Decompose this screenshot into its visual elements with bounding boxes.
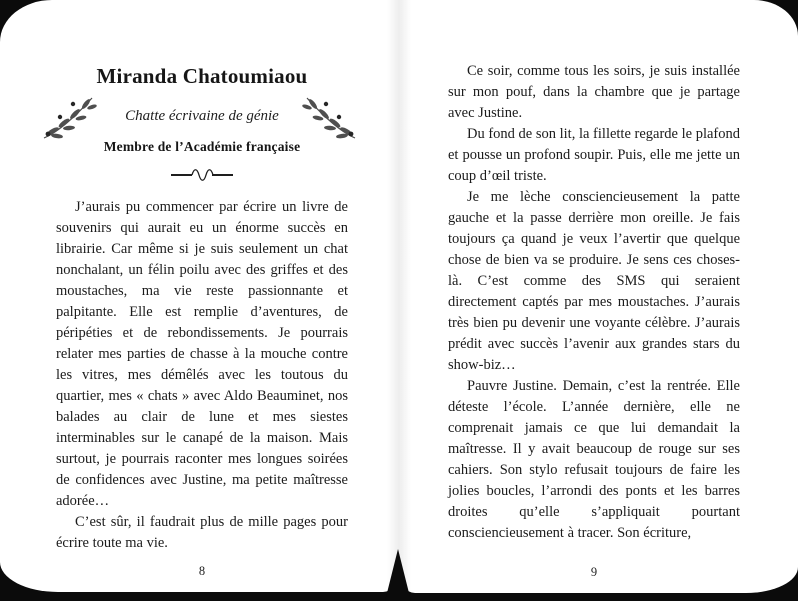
- page-number-left: 8: [198, 564, 206, 578]
- right-body-text: [448, 61, 740, 544]
- body-paragraph: Du fond de son lit, la fillette regarde le plafond et pousse un profond soupir. Puis, elle me jette un coup d’œil triste.: [448, 126, 740, 184]
- squiggle-divider-icon: [56, 168, 348, 187]
- body-paragraph: J’aurais pu commencer par écrire un livre de souvenirs qui aurait eu un énorme succès en librairie. Car même si je suis seulement un chat nonchalant, un félin poilu avec des griffes et des moustaches, ma vie reste passionnante et palpitante. Elle est remplie d’aventures, de péripéties et de rebondissements. Je pourrais relater mes parties de chasse à la mouche contre les vitres, mes démêlés avec les toutous du quartier, mes « chats » avec Aldo Beauminet, nos balades au clair de lune et mes siestes interminables sur le canapé de la maison. Mais surtout, je pourrais raconter mes longues soirées de confidences avec Justine, ma petite maîtresse adorée…: [56, 199, 348, 509]
- body-paragraph: Ce soir, comme tous les soirs, je suis installée sur mon pouf, dans la chambre que je partage avec Justine.: [448, 63, 740, 121]
- page-right: [399, 0, 798, 593]
- left-text-column: [56, 0, 348, 592]
- body-paragraph: Pauvre Justine. Demain, c’est la rentrée. Elle déteste l’école. L’année dernière, elle ne comprenait jamais ce que lui demandait la maîtresse. Il y avait beaucoup de rouge sur ses cahiers. Son stylo refusait toujours de faire les jolies boucles, l’arrondi des ponts et les barres droites qu’elle s’appliquait pourtant consciencieusement à tracer. Son écriture,: [448, 378, 740, 541]
- chapter-title: Miranda Chatoumiaou: [96, 64, 308, 88]
- chapter-subtitle: Chatte écrivaine de génie: [125, 108, 279, 124]
- page-number-right: 9: [590, 565, 598, 579]
- page-left: [0, 0, 399, 592]
- chapter-affiliation: Membre de l’Académie française: [103, 139, 301, 154]
- body-paragraph: Je me lèche consciencieusement la patte gauche et la passe derrière mon oreille. Je fais toujours ça quand je veux l’avertir que quelque chose de bien va se produire. Je sens ces choses-là. C’est comme des SMS qui seraient directement captés par mes moustaches. J’aurais très bien pu devenir une voyante célèbre. J’aurais prédit avec succès l’avenir aux grandes stars du show-biz…: [448, 189, 740, 373]
- body-paragraph: C’est sûr, il faudrait plus de mille pages pour écrire toute ma vie.: [56, 514, 348, 551]
- right-text-column: [448, 0, 740, 593]
- left-body-text: [56, 197, 348, 554]
